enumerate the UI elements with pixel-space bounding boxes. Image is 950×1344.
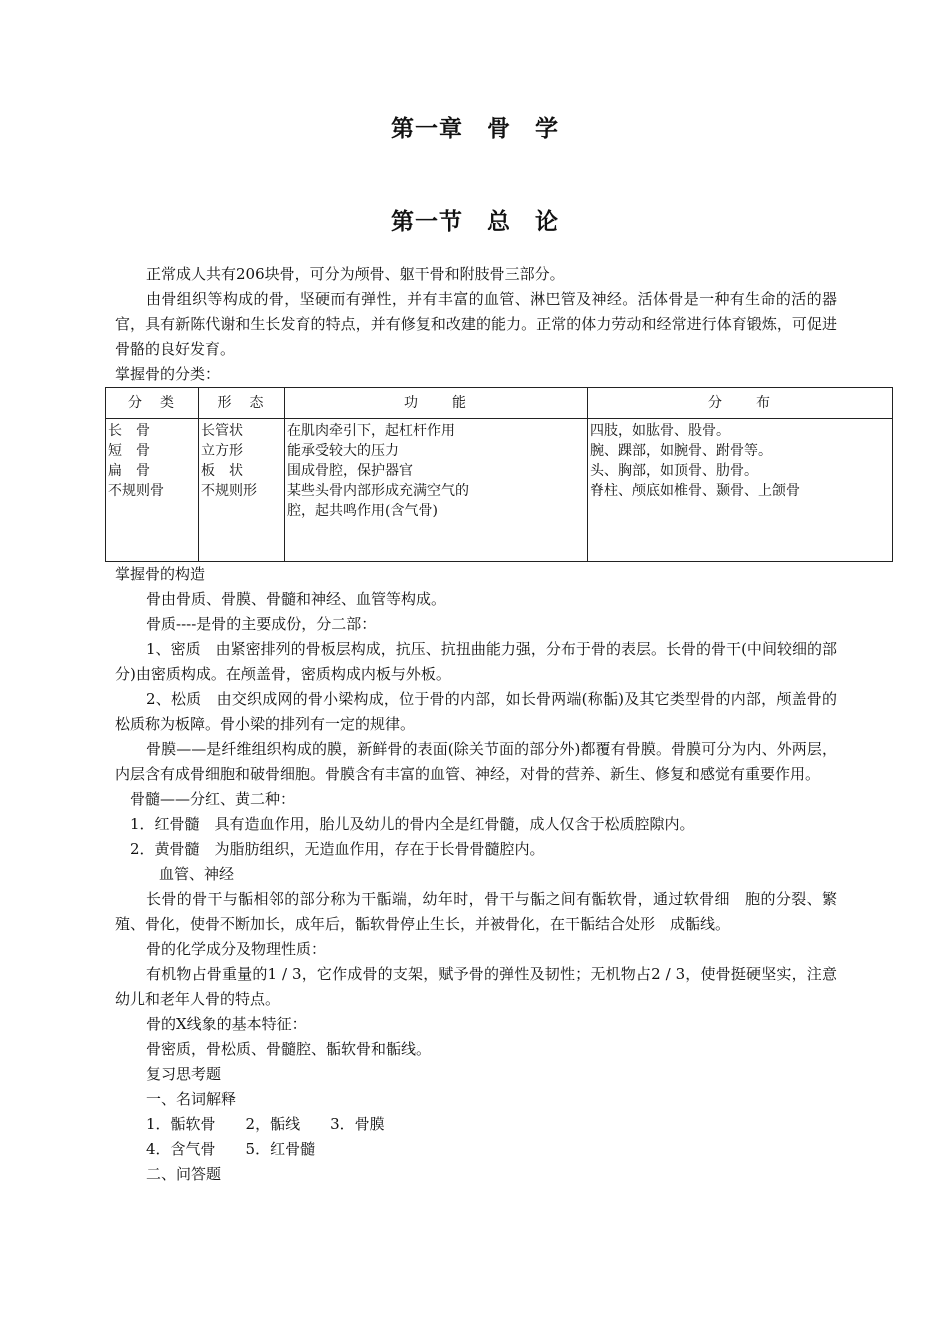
structure-paragraph-11: 骨的化学成分及物理性质： — [146, 940, 327, 958]
function-irregular-1: 某些头骨内部形成充满空气的 — [287, 483, 469, 499]
shape-long: 长管状 — [201, 423, 243, 439]
shape-cell — [199, 419, 285, 562]
header-distribution: 分 布 — [588, 388, 893, 419]
function-long: 在肌肉牵引下，起杠杆作用 — [287, 423, 455, 439]
distribution-long: 四肢，如肱骨、股骨。 — [590, 423, 730, 439]
distribution-short: 腕、踝部，如腕骨、跗骨等。 — [590, 443, 772, 459]
structure-paragraph-4: 2、松质 由交织成网的骨小梁构成，位于骨的内部，如长骨两端(称骺)及其它类型骨的内部，颅盖骨的松质称为板障。骨小梁的排列有一定的规律。 — [115, 690, 837, 733]
shape-flat: 板 状 — [201, 463, 243, 479]
bone-classification-table — [105, 387, 893, 562]
structure-paragraph-2: 骨质----是骨的主要成份，分二部： — [146, 615, 377, 633]
function-cell — [285, 419, 588, 562]
structure-paragraph-13: 骨的X线象的基本特征： — [146, 1015, 307, 1033]
category-cell — [106, 419, 199, 562]
intro-block — [115, 262, 837, 387]
review-terms-line-2: 4．含气骨 5．红骨髓 — [146, 1140, 316, 1158]
header-function: 功 能 — [285, 388, 588, 419]
function-flat: 围成骨腔，保护器官 — [287, 463, 413, 479]
structure-paragraph-8: 2．黄骨髓 为脂肪组织，无造血作用，存在于长骨骨髓腔内。 — [130, 840, 545, 858]
section-title: 第一节 总 论 — [391, 208, 559, 235]
review-terms-line-1: 1．骺软骨 2，骺线 3．骨膜 — [146, 1115, 385, 1133]
review-terms-heading: 一、名词解释 — [146, 1090, 237, 1108]
category-irregular: 不规则骨 — [108, 483, 164, 499]
structure-paragraph-14: 骨密质，骨松质、骨髓腔、骺软骨和骺线。 — [146, 1040, 432, 1058]
shape-irregular: 不规则形 — [201, 483, 257, 499]
intro-paragraph-2: 由骨组织等构成的骨，坚硬而有弹性，并有丰富的血管、淋巴管及神经。活体骨是一种有生命的活的器官，具有新陈代谢和生长发育的特点，并有修复和改建的能力。正常的体力劳动和经常进行体育锻炼，可促进骨骼的良好发育。 — [115, 290, 837, 358]
table-header-row — [106, 388, 893, 419]
structure-paragraph-6: 骨髓——分红、黄二种： — [130, 790, 296, 808]
structure-paragraph-9: 血管、神经 — [159, 865, 235, 883]
header-shape: 形 态 — [199, 388, 285, 419]
chapter-title: 第一章 骨 学 — [391, 115, 559, 142]
bone-classification-table-wrap — [105, 387, 892, 562]
shape-short: 立方形 — [201, 443, 243, 459]
category-flat: 扁 骨 — [108, 463, 150, 479]
structure-paragraph-12: 有机物占骨重量的1 / 3，它作成骨的支架，赋予骨的弹性及韧性；无机物占2 / 3，使骨挺硬坚实，注意幼儿和老年人骨的特点。 — [115, 965, 837, 1008]
structure-paragraph-1: 骨由骨质、骨膜、骨髓和神经、血管等构成。 — [146, 590, 447, 608]
structure-heading: 掌握骨的构造 — [115, 565, 206, 583]
review-questions-heading: 二、问答题 — [146, 1165, 222, 1183]
category-short: 短 骨 — [108, 443, 150, 459]
structure-block — [115, 562, 837, 1187]
review-heading: 复习思考题 — [146, 1065, 222, 1083]
category-long: 长 骨 — [108, 423, 150, 439]
structure-paragraph-7: 1．红骨髓 具有造血作用，胎儿及幼儿的骨内全是红骨髓，成人仅含于松质腔隙内。 — [130, 815, 695, 833]
intro-paragraph-1: 正常成人共有206块骨，可分为颅骨、躯干骨和附肢骨三部分。 — [146, 265, 565, 283]
distribution-cell — [588, 419, 893, 562]
structure-paragraph-3: 1、密质 由紧密排列的骨板层构成，抗压、抗扭曲能力强，分布于骨的表层。长骨的骨干(中间较细的部分)由密质构成。在颅盖骨，密质构成内板与外板。 — [115, 640, 837, 683]
distribution-flat: 头、胸部，如顶骨、肋骨。 — [590, 463, 758, 479]
header-category: 分 类 — [106, 388, 199, 419]
structure-paragraph-5: 骨膜——是纤维组织构成的膜，新鲜骨的表面(除关节面的部分外)都覆有骨膜。骨膜可分为内、外两层，内层含有成骨细胞和破骨细胞。骨膜含有丰富的血管、神经，对骨的营养、新生、修复和感觉有重要作用。 — [115, 740, 837, 783]
function-irregular-2: 腔，起共鸣作用(含气骨) — [287, 503, 438, 519]
structure-paragraph-10: 长骨的骨干与骺相邻的部分称为干骺端，幼年时，骨干与骺之间有骺软骨，通过软骨细 胞的分裂、繁殖、骨化，使骨不断加长，成年后，骺软骨停止生长，并被骨化，在干骺结合处形 成骺线。 — [115, 890, 837, 933]
table-row — [106, 419, 893, 562]
distribution-irregular: 脊柱、颅底如椎骨、颞骨、上颌骨 — [590, 483, 800, 499]
function-short: 能承受较大的压力 — [287, 443, 399, 459]
classification-heading: 掌握骨的分类： — [115, 365, 221, 383]
